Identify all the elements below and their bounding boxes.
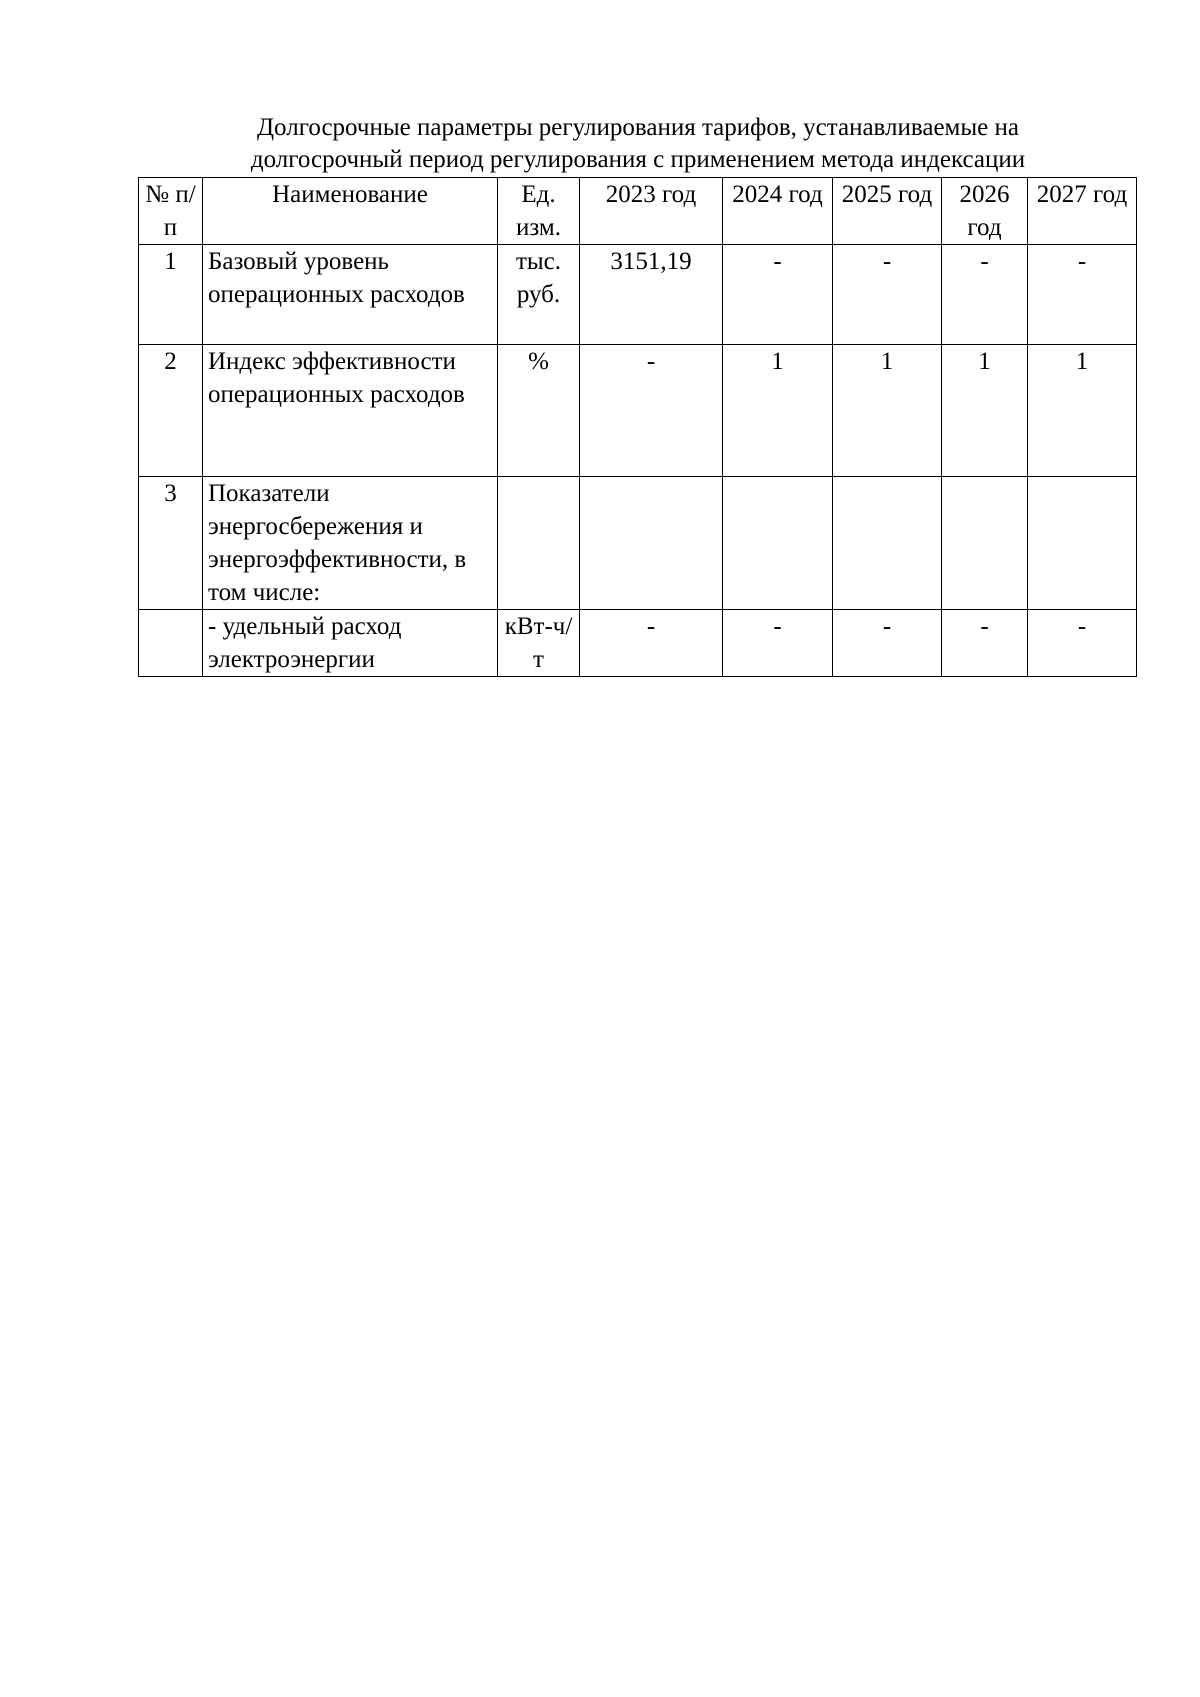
cell-2024: 1 bbox=[723, 345, 833, 477]
cell-2024: - bbox=[723, 610, 833, 677]
cell-2027: - bbox=[1028, 245, 1137, 345]
header-name: Наименование bbox=[203, 178, 498, 245]
table-row bbox=[139, 477, 1137, 610]
cell-2027: 1 bbox=[1028, 345, 1137, 477]
cell-2025 bbox=[833, 477, 942, 610]
cell-unit: тыс. руб. bbox=[498, 245, 580, 345]
cell-2024 bbox=[723, 477, 833, 610]
cell-2023: - bbox=[580, 610, 723, 677]
cell-name: Показатели энергосбережения и энергоэффективности, в том числе: bbox=[203, 477, 498, 610]
cell-2024: - bbox=[723, 245, 833, 345]
header-num: № п/п bbox=[139, 178, 203, 245]
cell-2025: - bbox=[833, 610, 942, 677]
header-unit: Ед. изм. bbox=[498, 178, 580, 245]
cell-unit: % bbox=[498, 345, 580, 477]
cell-num: 2 bbox=[139, 345, 203, 477]
cell-2025: - bbox=[833, 245, 942, 345]
cell-unit bbox=[498, 477, 580, 610]
cell-name: Базовый уровень операционных расходов bbox=[203, 245, 498, 345]
cell-unit: кВт-ч/т bbox=[498, 610, 580, 677]
header-2027: 2027 год bbox=[1028, 178, 1137, 245]
title-line-1: Долгосрочные параметры регулирования тарифов, устанавливаемые на bbox=[257, 114, 1019, 141]
cell-2025: 1 bbox=[833, 345, 942, 477]
cell-num: 3 bbox=[139, 477, 203, 610]
header-2026: 2026 год bbox=[942, 178, 1028, 245]
header-2025: 2025 год bbox=[833, 178, 942, 245]
title-line-2: долгосрочный период регулирования с применением метода индексации bbox=[250, 146, 1026, 173]
cell-2026: 1 bbox=[942, 345, 1028, 477]
parameters-table bbox=[138, 177, 1137, 677]
cell-2027 bbox=[1028, 477, 1137, 610]
cell-2026: - bbox=[942, 245, 1028, 345]
cell-num: 1 bbox=[139, 245, 203, 345]
cell-2027: - bbox=[1028, 610, 1137, 677]
document-title bbox=[140, 112, 1136, 176]
cell-num bbox=[139, 610, 203, 677]
table-row bbox=[139, 610, 1137, 677]
cell-2023: - bbox=[580, 345, 723, 477]
header-2024: 2024 год bbox=[723, 178, 833, 245]
table-header-row bbox=[139, 178, 1137, 245]
table-row bbox=[139, 245, 1137, 345]
cell-2023 bbox=[580, 477, 723, 610]
cell-name: - удельный расход электроэнергии bbox=[203, 610, 498, 677]
cell-2023: 3151,19 bbox=[580, 245, 723, 345]
table-row bbox=[139, 345, 1137, 477]
cell-name: Индекс эффективности операционных расходов bbox=[203, 345, 498, 477]
header-2023: 2023 год bbox=[580, 178, 723, 245]
cell-2026: - bbox=[942, 610, 1028, 677]
cell-2026 bbox=[942, 477, 1028, 610]
